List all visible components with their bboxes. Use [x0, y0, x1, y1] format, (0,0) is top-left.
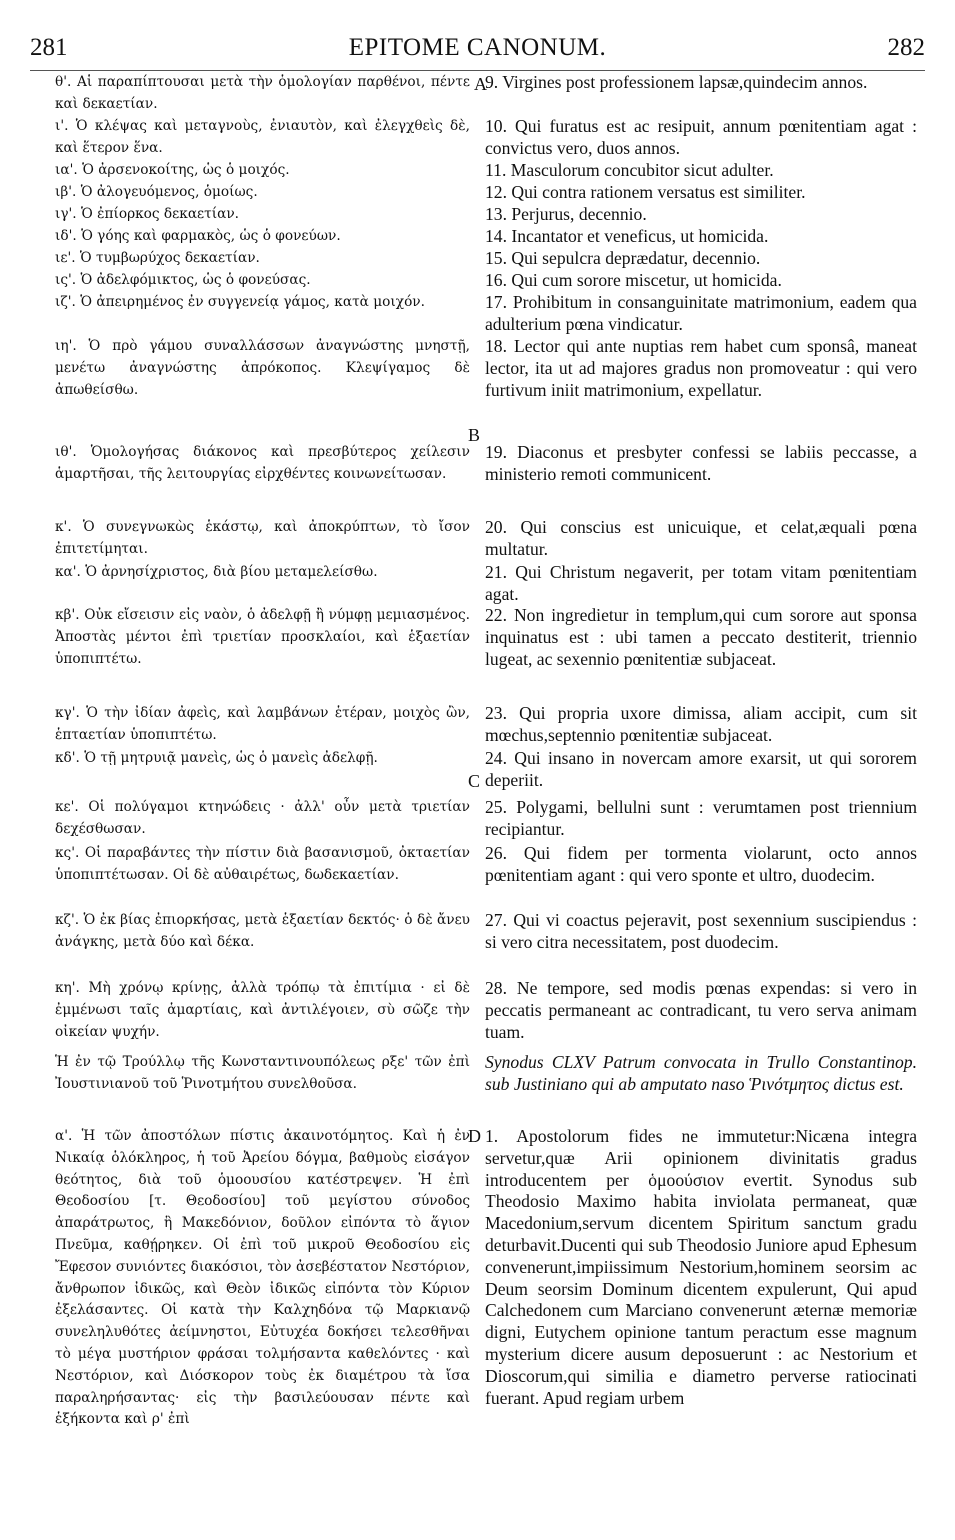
latin-canon-28: 28. Ne tempore, sed modis pœnas expendas: si vero in peccatis permaneant ac contradicant, tu vero serva animam tuam. — [485, 978, 917, 1042]
greek-canon-27: κζ'. Ὁ ἐκ βίας ἐπιορκήσας, μετὰ ἑξαετίαν δεκτός· ὁ δὲ ἄνευ ἀνάγκης, μετὰ δύο καὶ δέκα. — [55, 912, 470, 950]
page-header — [30, 34, 925, 68]
latin-canon-19: 19. Diaconus et presbyter confessi se labiis peccasse, a ministerio remoti communicent. — [485, 442, 917, 484]
header-rule — [30, 70, 925, 71]
page-number-left: 281 — [30, 34, 68, 61]
latin-canon-14: 14. Incantator et veneficus, ut homicida. — [485, 226, 769, 246]
latin-canon-11: 11. Masculorum concubitor sicut adulter. — [485, 160, 774, 180]
latin-canon-27: 27. Qui vi coactus pejeravit, post sexennium suscipiendus : si vero citra necessitatem, post duodecim. — [485, 910, 917, 952]
greek-canon-20: κ'. Ὁ συνεγνωκὼς ἑκάστῳ, καὶ ἀποκρύπτων, τὸ ἴσον ἐπιτετίμηται. — [55, 519, 470, 557]
greek-canon-18: ιη'. Ὁ πρὸ γάμου συναλλάσσων ἀναγνώστης μνηστῇ, μενέτω ἀναγνώστης ἀπρόκοπος. Κλεψίγαμος δὲ ἀπωθείσθω. — [55, 338, 470, 398]
page-number-right: 282 — [887, 34, 925, 61]
greek-canon-9: θ'. Αἱ παραπίπτουσαι μετὰ τὴν ὁμολογίαν παρθένοι, πέντε καὶ δεκαετίαν. — [55, 74, 470, 112]
greek-canon-19: ιθ'. Ὁμολογήσας διάκονος καὶ πρεσβύτερος χείλεσιν ἁμαρτῆσαι, τῆς λειτουργίας εἰρχθέντες κοινωνείτωσαν. — [55, 444, 470, 482]
latin-trullo-heading: Synodus CLXV Patrum convocata in Trullo Constantinop. sub Justiniano qui ab amputato naso Ῥινότμητος dictus est. — [485, 1052, 917, 1094]
latin-canon-22: 22. Non ingredietur in templum,qui cum sorore aut sponsa inquinatus est : ubi tamen a peccato destiterit, triennio lugeat, ac sexennio pœnitentiæ subjaceat. — [485, 605, 917, 669]
margin-mark-a: A — [474, 74, 487, 94]
greek-canon-16: ις'. Ὁ ἀδελφόμικτος, ὡς ὁ φονεύσας. — [55, 272, 311, 288]
greek-canon-24: κδ'. Ὁ τῇ μητρυιᾷ μανεὶς, ὡς ὁ μανεὶς ἀδελφῇ. — [55, 750, 378, 766]
latin-canon-26: 26. Qui fidem per tormenta violarunt, octo annos pœnitentiam agant : qui vero sponte et ultro, duodecim. — [485, 843, 917, 885]
latin-canon-9: 9. Virgines post professionem lapsæ,quindecim annos. — [485, 72, 868, 92]
latin-canon-25: 25. Polygami, bellulni sunt : verumtamen post triennium recipiantur. — [485, 797, 917, 839]
running-title: EPITOME CANONUM. — [348, 34, 607, 61]
greek-canon-14: ιδ'. Ὁ γόης καὶ φαρμακὸς, ὡς ὁ φονεύων. — [55, 228, 341, 244]
latin-canon-16: 16. Qui cum sorore miscetur, ut homicida. — [485, 270, 782, 290]
latin-canon-17: 17. Prohibitum in consanguinitate matrimonium, eadem qua adulterium pœna vindicatur. — [485, 292, 917, 334]
greek-canon-13: ιγ'. Ὁ ἐπίορκος δεκαετίαν. — [55, 206, 240, 222]
greek-canon-23: κγ'. Ὁ τὴν ἰδίαν ἀφεὶς, καὶ λαμβάνων ἑτέραν, μοιχὸς ὢν, ἑπταετίαν ὑποπιπτέτω. — [55, 705, 470, 743]
greek-canon-15: ιε'. Ὁ τυμβωρύχος δεκαετίαν. — [55, 250, 260, 266]
latin-canon-13: 13. Perjurus, decennio. — [485, 204, 647, 224]
margin-mark-c: C — [468, 771, 481, 791]
latin-canon-18: 18. Lector qui ante nuptias rem habet cum sponsâ, maneat lector, ita ut ad majores gradus non promoveatur : qui vero furtivum iniit matrimonium, expellatur. — [485, 336, 917, 400]
greek-canon-28: κη'. Μὴ χρόνῳ κρίνῃς, ἀλλὰ τρόπῳ τὰ ἐπιτίμια · εἰ δὲ ἐμμένωσι ταῖς ἁμαρτίαις, καὶ ἀντιλέγοιεν, σὺ σῶζε τὴν οἰκείαν ψυχήν. — [55, 980, 470, 1040]
greek-canon-11: ια'. Ὁ ἀρσενοκοίτης, ὡς ὁ μοιχός. — [55, 162, 290, 178]
latin-canon-21: 21. Qui Christum negaverit, per totam vitam pœnitentiam agat. — [485, 562, 917, 604]
latin-canon-20: 20. Qui conscius est unicuique, et celat,æquali pœna multatur. — [485, 517, 917, 559]
latin-canon-10: 10. Qui furatus est ac resipuit, annum pœnitentiam agat : convictus vero, duos annos. — [485, 116, 917, 158]
greek-canon-12: ιβ'. Ὁ ἀλογευόμενος, ὁμοίως. — [55, 184, 258, 200]
greek-canon-22: κβ'. Οὐκ εἴσεισιν εἰς ναὸν, ὁ ἀδελφῇ ἢ νύμφῃ μεμιασμένος. Ἀποστὰς μέντοι ἐπὶ τριετίαν προσκλαίοι, καὶ ἑξαετίαν ὑποπιπτέτω. — [55, 607, 470, 667]
greek-canon-10: ι'. Ὁ κλέψας καὶ μεταγνοὺς, ἐνιαυτὸν, καὶ ἐλεγχθεὶς δὲ, καὶ ἕτερον ἕνα. — [55, 118, 470, 156]
greek-canon-21: κα'. Ὁ ἀρνησίχριστος, διὰ βίου μεταμελείσθω. — [55, 564, 378, 580]
greek-canon-26: κς'. Οἱ παραβάντες τὴν πίστιν διὰ βασανισμοῦ, ὀκταετίαν ὑποπιπτέτωσαν. Οἱ δὲ αὐθαιρέτως, δωδεκαετίαν. — [55, 845, 470, 883]
latin-canon-24: 24. Qui insano in novercam amore exarsit, ut qui sororem deperiit. — [485, 748, 917, 790]
greek-trullo-canon-1: α'. Ἡ τῶν ἀποστόλων πίστις ἀκαινοτόμητος. Καὶ ἡ ἐν Νικαίᾳ ὁλόκληρος, ἡ τοῦ Ἀρείου δόγμα, βαθμοὺς εἰσάγον θεότητος, διὰ τοῦ ὁμοουσίου κατέστρεψεν. Ἡ ἐπὶ Θεοδοσίου [τ. Θεοδοσίου] τοῦ μεγίστου σύνοδος ἀπαράτρωτος, ἣ Μακεδόνιον, δοῦλον εἰπόντα τὸ ἅγιον Πνεῦμα, καθῄρηκεν. Οἱ ἐπὶ τοῦ μικροῦ Θεοδοσίου εἰς Ἔφεσον συνιόντες διακόσιοι, τὸν ἀσεβέστατον Νεστόριον, ἄνθρωπον ἰδικῶς, καὶ Θεὸν ἰδικῶς εἰπόντα τὸν Κύριον ἐξελάσαντες. Οἱ κατὰ τὴν Καλχηδόνα τῷ Μαρκιανῷ συνεληλυθότες ἀείμνηστοι, Εὐτυχέα δοκήσει τελεσθῆναι τὸ μέγα μυστήριον φράσαι τολμήσαντα καθελόντες · καὶ Νεστόριον, καὶ Διόσκορον τοὺς ἐκ διαμέτρου τὰ ἴσα παραληρήσαντας· εἰς τὴν βασιλεύουσαν πέντε καὶ ἑξήκοντα καὶ ρ' ἐπὶ — [55, 1128, 470, 1428]
latin-canon-23: 23. Qui propria uxore dimissa, aliam accipit, cum sit mœchus,septennio pœnitentiæ subjaceat. — [485, 703, 917, 745]
greek-canon-17: ιζ'. Ὁ ἀπειρημένος ἐν συγγενείᾳ γάμος, κατὰ μοιχόν. — [55, 294, 425, 310]
margin-mark-d: D — [468, 1126, 481, 1146]
latin-canon-12: 12. Qui contra rationem versatus est similiter. — [485, 182, 806, 202]
latin-trullo-canon-1: 1. Apostolorum fides ne immutetur:Nicæna integra servetur,quæ Arii opinionem divinitatis gradus introducentem per ὁμοούσιον evertit. Synodus sub Theodosio Maximo habita inviolata permaneat, quæ Macedonium,servum dicentem Spiritum sanctum gradu deturbavit.Ducenti qui sub Theodosio Juniore apud Ephesum convenerunt,impiissimum Nestorium,hominem seorsim ac Deum seorsim Dominum dicentem expulerunt, Qui apud Calchedonem cum Marciano convenerunt æternæ memoriæ digni, Eutychem opinione tantum peractum esse magnum mysterium dicere ausum deposuerunt : ac Nestorium et Dioscorum,qui similia e diametro perverse ratiocinati fuerant. Apud regiam urbem — [485, 1126, 917, 1408]
greek-canon-25: κε'. Οἱ πολύγαμοι κτηνώδεις · ἀλλ' οὖν μετὰ τριετίαν δεχέσθωσαν. — [55, 799, 470, 837]
latin-canon-15: 15. Qui sepulcra deprædatur, decennio. — [485, 248, 761, 268]
margin-mark-b: B — [468, 425, 481, 445]
greek-trullo-heading: Ἡ ἐν τῷ Τρούλλῳ τῆς Κωνσταντινουπόλεως ρξε' τῶν ἐπὶ Ἰουστινιανοῦ τοῦ Ῥινοτμήτου συνελθοῦσα. — [55, 1054, 470, 1092]
